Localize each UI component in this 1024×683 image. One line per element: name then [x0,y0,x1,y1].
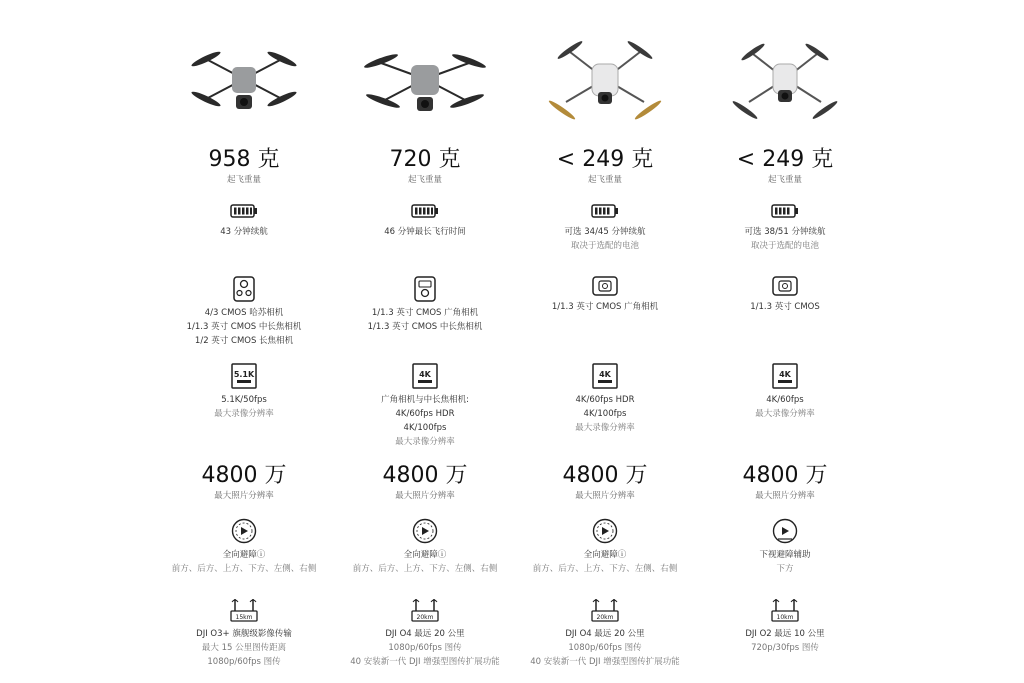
transmission-line: 40 安装新一代 DJI 增强型图传扩展功能 [350,657,500,667]
video-badge-text: 4K [779,370,791,379]
weight-section [154,140,334,187]
weight-value: 720 克 [389,147,461,172]
weight-section [695,140,875,187]
video-line: 4K/60fps HDR [395,409,455,419]
downward-sensing-icon [772,518,798,544]
obstacle-title[interactable]: 全向避障ⓘ [403,550,447,560]
video-section [695,363,875,421]
transmission-badge-text: 20km [416,614,434,621]
transmission-icon [410,597,440,623]
video-badge-text: 5.1K [233,370,255,379]
obstacle-section [154,518,334,576]
weight-value: 958 克 [208,147,280,172]
transmission-section [695,597,875,655]
battery-grey-line: 取决于选配的电池 [750,241,819,251]
video-line: 4K/100fps [583,409,627,419]
drone-icon [725,34,845,134]
transmission-icon [770,597,800,623]
transmission-line: 40 安装新一代 DJI 增强型图传扩展功能 [530,657,680,667]
battery-line: 43 分钟续航 [220,227,268,237]
obstacle-title[interactable]: 全向避障ⓘ [222,550,266,560]
drone-image-white [515,34,695,134]
camera-section [515,276,695,314]
dual-camera-icon [414,276,436,302]
weight-value: < 249 克 [556,147,654,172]
camera-line: 1/1.3 英寸 CMOS 中长焦相机 [367,322,483,332]
weight-label: 起飞重量 [587,175,622,185]
transmission-badge-text: 10km [776,614,794,621]
transmission-section [335,597,515,669]
video-line: 4K/60fps [766,395,804,405]
photo-resolution: 4800 万 [742,463,828,488]
camera-line: 4/3 CMOS 哈苏相机 [204,308,284,318]
transmission-icon [229,597,259,623]
single-camera-icon [592,276,618,296]
drone-image-grey [335,34,515,134]
battery-icon [771,203,799,219]
photo-resolution: 4800 万 [562,463,648,488]
obstacle-directions: 前方、后方、上方、下方、左侧、右侧 [352,564,498,574]
model-column-1 [335,0,515,667]
obstacle-title[interactable]: 全向避障ⓘ [583,550,627,560]
photo-label: 最大照片分辨率 [755,491,815,501]
battery-line: 可选 38/51 分钟续航 [744,227,826,237]
transmission-title: DJI O4 最远 20 公里 [565,629,645,639]
camera-line: 1/1.3 英寸 CMOS 广角相机 [551,302,659,312]
battery-section [154,203,334,239]
weight-label: 起飞重量 [767,175,802,185]
battery-section [695,203,875,253]
photo-section [154,462,334,503]
model-column-2 [515,0,695,667]
weight-section [515,140,695,187]
weight-label: 起飞重量 [407,175,442,185]
drone-image-white-small [695,34,875,134]
obstacle-section [695,518,875,576]
single-camera-icon [772,276,798,296]
photo-resolution: 4800 万 [201,463,287,488]
photo-label: 最大照片分辨率 [395,491,455,501]
drone-icon [540,34,670,134]
video-line: 广角相机与中长焦相机: [381,395,469,405]
obstacle-directions: 前方、后方、上方、下方、左侧、右侧 [171,564,317,574]
battery-icon [591,203,619,219]
obstacle-section [515,518,695,576]
photo-resolution: 4800 万 [382,463,468,488]
video-grey-line: 最大录像分辨率 [214,409,274,419]
weight-section [335,140,515,187]
video-line: 4K/100fps [403,423,447,433]
camera-line: 1/1.3 英寸 CMOS 中长焦相机 [186,322,302,332]
triple-camera-icon [233,276,255,302]
photo-label: 最大照片分辨率 [575,491,635,501]
photo-section [335,462,515,503]
video-badge-text: 4K [599,370,611,379]
video-resolution-icon [412,363,438,389]
transmission-line: 1080p/60fps 图传 [207,657,281,667]
video-line: 5.1K/50fps [221,395,267,405]
obstacle-sensing-icon [592,518,618,544]
video-section [515,363,695,435]
battery-section [515,203,695,253]
camera-section [695,276,875,314]
video-section [335,363,515,449]
video-grey-line: 最大录像分辨率 [395,437,455,447]
transmission-section [154,597,334,669]
camera-line: 1/2 英寸 CMOS 长焦相机 [194,336,294,346]
video-resolution-icon [772,363,798,389]
battery-line: 可选 34/45 分钟续航 [564,227,646,237]
photo-label: 最大照片分辨率 [214,491,274,501]
transmission-badge-text: 15km [235,614,253,621]
camera-line: 1/1.3 英寸 CMOS 广角相机 [371,308,479,318]
transmission-title: DJI O2 最远 10 公里 [745,629,825,639]
obstacle-section [335,518,515,576]
camera-line: 1/1.3 英寸 CMOS [750,302,820,312]
battery-grey-line: 取决于选配的电池 [570,241,639,251]
video-resolution-icon [592,363,618,389]
battery-icon [230,203,258,219]
video-grey-line: 最大录像分辨率 [575,423,635,433]
obstacle-directions: 前方、后方、上方、下方、左侧、右侧 [532,564,678,574]
battery-line: 46 分钟最长飞行时间 [384,227,466,237]
obstacle-title: 下视避障辅助 [759,550,811,560]
transmission-section [515,597,695,669]
video-section [154,363,334,421]
video-line: 4K/60fps HDR [575,395,635,405]
obstacle-directions: 下方 [776,564,794,574]
transmission-line: 最大 15 公里图传距离 [201,643,287,653]
transmission-line: 720p/30fps 图传 [751,643,819,653]
weight-label: 起飞重量 [226,175,261,185]
transmission-title: DJI O4 最远 20 公里 [385,629,465,639]
obstacle-sensing-icon [231,518,257,544]
video-grey-line: 最大录像分辨率 [755,409,815,419]
obstacle-sensing-icon [412,518,438,544]
camera-section [154,276,334,348]
battery-section [335,203,515,239]
transmission-title: DJI O3+ 旗舰级影像传输 [196,629,292,639]
model-column-3 [695,0,875,653]
transmission-icon [590,597,620,623]
drone-image-grey-large [154,34,334,134]
drone-icon [184,39,304,129]
transmission-badge-text: 20km [596,614,614,621]
photo-section [515,462,695,503]
video-resolution-icon [231,363,257,389]
transmission-line: 1080p/60fps 图传 [568,643,642,653]
battery-icon [411,203,439,219]
model-column-0 [154,0,334,667]
video-badge-text: 4K [419,370,431,379]
weight-value: < 249 克 [736,147,834,172]
camera-section [335,276,515,334]
drone-icon [355,39,495,129]
transmission-line: 1080p/60fps 图传 [388,643,462,653]
photo-section [695,462,875,503]
